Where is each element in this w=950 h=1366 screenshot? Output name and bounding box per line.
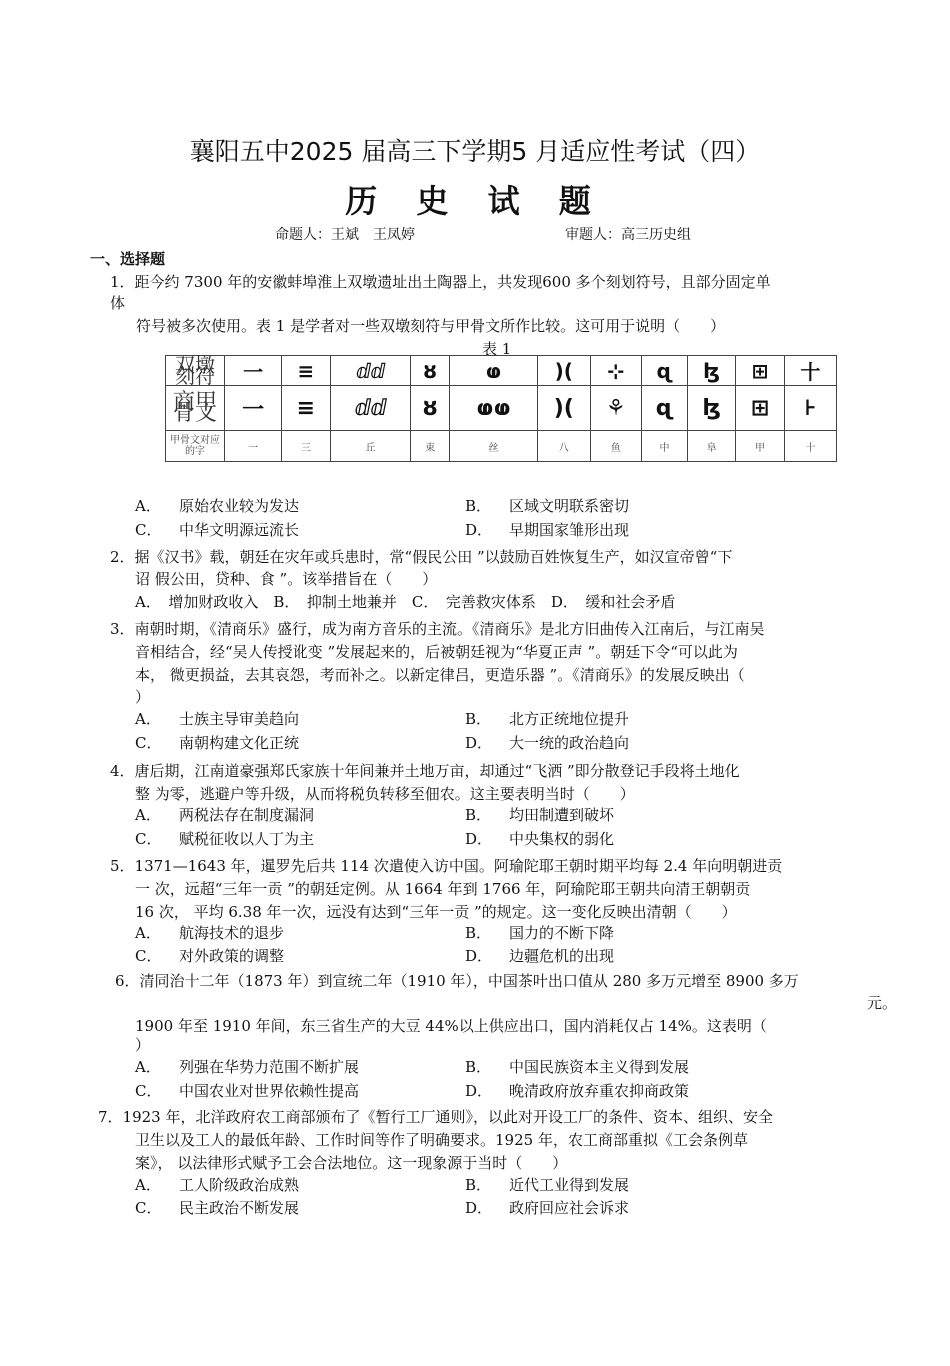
option-text: 列强在华势力范围不断扩展 bbox=[179, 1058, 360, 1076]
option-text: 近代工业得到发展 bbox=[509, 1176, 630, 1194]
shuangdun-symbol: ɮ bbox=[687, 356, 736, 386]
oracle-symbol: ɋ bbox=[642, 386, 688, 431]
option-text: 原始农业较为发达 bbox=[179, 497, 300, 515]
question-1-line-2: 体 bbox=[110, 294, 126, 312]
option-label: C． bbox=[135, 1199, 162, 1217]
corresponding-char: 束 bbox=[411, 431, 450, 462]
oracle-symbol: ⊦ bbox=[784, 386, 836, 431]
shuangdun-symbol: ⅆⅆ bbox=[330, 356, 411, 386]
option-text: 民主政治不断发展 bbox=[179, 1199, 300, 1217]
option-text: 航海技术的退步 bbox=[179, 924, 285, 942]
question-6-line-2: 元。 bbox=[867, 994, 898, 1012]
q1-option-b bbox=[465, 495, 629, 517]
option-text: 区域文明联系密切 bbox=[509, 497, 630, 515]
question-1-line-3: 符号被多次使用。表 1 是学者对一些双墩刻符与甲骨文所作比较。这可用于说明（ ） bbox=[136, 317, 726, 335]
option-label: D． bbox=[465, 734, 493, 752]
option-label: C． bbox=[135, 830, 162, 848]
shuangdun-symbol: )( bbox=[538, 356, 590, 386]
question-5-line-1: 5．1371—1643 年，暹罗先后共 114 次遣使入访中国。阿瑜陀耶王朝时期平均每 2.4 年向明朝进贡 bbox=[110, 857, 783, 875]
question-7-line-3: 案》， 以法律形式赋予工会合法地位。这一现象源于当时（ ） bbox=[135, 1154, 568, 1172]
row-header: 双墩刻符 bbox=[166, 356, 225, 386]
q1-option-a bbox=[135, 495, 299, 517]
option-label: C． bbox=[135, 1082, 162, 1100]
q7-option-b bbox=[465, 1174, 629, 1196]
shuangdun-symbol: ≡ bbox=[282, 356, 330, 386]
q6-option-a bbox=[135, 1056, 359, 1078]
corresponding-char: 中 bbox=[642, 431, 688, 462]
question-4-line-1: 4．唐后期，江南道豪强郑氏家族十年间兼并土地万亩，却通过“飞洒 ”即分散登记手段将土地化 bbox=[110, 762, 740, 780]
question-5-line-2: 一 次，远超“三年一贡 ”的朝廷定例。从 1664 年到 1766 年，阿瑜陀耶王朝共向清王朝朝贡 bbox=[135, 880, 751, 898]
q4-option-a bbox=[135, 804, 314, 826]
oracle-symbol: ɮ bbox=[687, 386, 736, 431]
q7-option-c bbox=[135, 1197, 299, 1219]
question-6-line-3: 1900 年至 1910 年间，东三省生产的大豆 44%以上供应出口，国内消耗仅占 14%。这表明（ bbox=[135, 1017, 767, 1035]
corresponding-char: 十 bbox=[784, 431, 836, 462]
option-label: B． bbox=[465, 1176, 492, 1194]
oracle-symbol: )( bbox=[538, 386, 590, 431]
table-caption: 表 1 bbox=[482, 340, 512, 358]
oracle-symbol: ⊞ bbox=[736, 386, 784, 431]
option-text: 晚清政府放弃重农抑商政策 bbox=[509, 1082, 690, 1100]
oracle-symbol: ≡ bbox=[282, 386, 330, 431]
oracle-symbol: ⚘ bbox=[590, 386, 642, 431]
q2-options: A． 增加财政收入 B． 抑制土地兼并 C． 完善救灾体系 D． 缓和社会矛盾 bbox=[135, 593, 676, 611]
q6-option-b bbox=[465, 1056, 689, 1078]
option-label: B． bbox=[465, 806, 492, 824]
shuangdun-symbol: ⊞ bbox=[736, 356, 784, 386]
question-3-line-4: ） bbox=[135, 688, 151, 706]
question-2-line-2: 诏 假公田，贷种、食 ”。该举措旨在（ ） bbox=[135, 570, 438, 588]
q4-option-c bbox=[135, 828, 314, 850]
q3-option-d bbox=[465, 732, 629, 754]
option-text: 中央集权的弱化 bbox=[509, 830, 615, 848]
option-text: 早期国家雏形出现 bbox=[509, 521, 630, 539]
option-text: 中国农业对世界依赖性提高 bbox=[179, 1082, 360, 1100]
question-7-line-2: 卫生以及工人的最低年龄、工作时间等作了明确要求。1925 年，农工商部重拟《工会条例草 bbox=[135, 1131, 748, 1149]
option-text: 赋税征收以人丁为主 bbox=[179, 830, 315, 848]
question-1-line-1: 1．距今约 7300 年的安徽蚌埠淮上双墩遗址出土陶器上，共发现600 多个刻划符号，且部分固定单 bbox=[110, 273, 771, 291]
question-6-line-1: 6．清同治十二年（1873 年）到宣统二年（1910 年），中国茶叶出口值从 280 多万元增至 8900 多万 bbox=[115, 972, 799, 990]
corresponding-char: 丘 bbox=[330, 431, 411, 462]
corresponding-char: 鱼 bbox=[590, 431, 642, 462]
option-label: C． bbox=[135, 947, 162, 965]
table-row-chars bbox=[166, 431, 837, 462]
shuangdun-symbol: 十 bbox=[784, 356, 836, 386]
oracle-symbol: ⅆⅆ bbox=[330, 386, 411, 431]
shuangdun-symbol: ⊹ bbox=[590, 356, 642, 386]
option-text: 南朝构建文化正统 bbox=[179, 734, 300, 752]
row-header: 商甲骨文 bbox=[166, 386, 225, 431]
table-row-oracle bbox=[166, 386, 837, 431]
option-label: B． bbox=[465, 497, 492, 515]
option-text: 两税法存在制度漏洞 bbox=[179, 806, 315, 824]
option-label: D． bbox=[465, 947, 493, 965]
corresponding-char: 丝 bbox=[449, 431, 537, 462]
question-3-line-1: 3．南朝时期，《清商乐》盛行，成为南方音乐的主流。《清商乐》是北方旧曲传入江南后，与江南吴 bbox=[110, 620, 765, 638]
q7-option-a bbox=[135, 1174, 299, 1196]
q1-option-d bbox=[465, 519, 629, 541]
option-label: B． bbox=[465, 710, 492, 728]
row-header: 甲骨文对应的字 bbox=[166, 431, 225, 462]
option-label: A． bbox=[135, 1176, 161, 1194]
q3-option-b bbox=[465, 708, 629, 730]
school-title: 襄阳五中2025 届高三下学期5 月适应性考试（四） bbox=[189, 137, 761, 166]
authors-label: 命题人：王斌 王凤婷 bbox=[275, 227, 415, 243]
question-2-line-1: 2．据《汉书》载，朝廷在灾年或兵患时，常“假民公田 ”以鼓励百姓恢复生产，如汉宣帝曾“下 bbox=[110, 548, 733, 566]
option-label: D． bbox=[465, 830, 493, 848]
option-label: A． bbox=[135, 497, 161, 515]
question-7-line-1: 7．1923 年，北洋政府农工商部颁布了《暂行工厂通则》，以此对开设工厂的条件、资本、组织、安全 bbox=[98, 1108, 773, 1126]
option-text: 边疆危机的出现 bbox=[509, 947, 615, 965]
oracle-symbol: ȣ bbox=[411, 386, 450, 431]
table-row-shuangdun bbox=[166, 356, 837, 386]
option-label: A． bbox=[135, 924, 161, 942]
question-6-line-4: ） bbox=[135, 1036, 151, 1054]
option-text: 对外政策的调整 bbox=[179, 947, 285, 965]
option-text: 北方正统地位提升 bbox=[509, 710, 630, 728]
option-label: C． bbox=[135, 521, 162, 539]
option-label: B． bbox=[465, 1058, 492, 1076]
option-text: 国力的不断下降 bbox=[509, 924, 615, 942]
corresponding-char: 甲 bbox=[736, 431, 784, 462]
option-text: 士族主导审美趋向 bbox=[179, 710, 300, 728]
q6-option-c bbox=[135, 1080, 359, 1102]
option-text: 均田制遭到破坏 bbox=[509, 806, 615, 824]
option-text: 政府回应社会诉求 bbox=[509, 1199, 630, 1217]
q4-option-b bbox=[465, 804, 614, 826]
section-title: 一、选择题 bbox=[90, 250, 166, 268]
q5-option-a bbox=[135, 922, 284, 944]
corresponding-char: 三 bbox=[282, 431, 330, 462]
option-label: A． bbox=[135, 806, 161, 824]
q1-option-c bbox=[135, 519, 299, 541]
option-text: 中华文明源远流长 bbox=[179, 521, 300, 539]
oracle-comparison-table bbox=[165, 352, 837, 462]
option-text: 中国民族资本主义得到发展 bbox=[509, 1058, 690, 1076]
option-label: A． bbox=[135, 1058, 161, 1076]
question-3-line-3: 本， 微更损益，去其哀怨，考而补之。以新定律吕，更造乐器 ”。《清商乐》的发展反映出（ bbox=[135, 666, 745, 684]
question-5-line-3: 16 次， 平均 6.38 年一次，远没有达到“三年一贡 ”的规定。这一变化反映出清朝（ ） bbox=[135, 903, 737, 921]
option-label: A． bbox=[135, 710, 161, 728]
q5-option-b bbox=[465, 922, 614, 944]
option-label: C． bbox=[135, 734, 162, 752]
option-label: D． bbox=[465, 521, 493, 539]
shuangdun-symbol: 一 bbox=[225, 356, 282, 386]
q4-option-d bbox=[465, 828, 614, 850]
corresponding-char: 一 bbox=[225, 431, 282, 462]
q5-option-d bbox=[465, 945, 614, 967]
shuangdun-symbol: ȣ bbox=[411, 356, 450, 386]
q5-option-c bbox=[135, 945, 284, 967]
shuangdun-symbol: ɋ bbox=[642, 356, 688, 386]
q3-option-a bbox=[135, 708, 299, 730]
shuangdun-symbol: ⱷ bbox=[449, 356, 537, 386]
option-label: D． bbox=[465, 1082, 493, 1100]
reviewer-label: 审题人：高三历史组 bbox=[565, 227, 691, 243]
q6-option-d bbox=[465, 1080, 689, 1102]
option-text: 大一统的政治趋向 bbox=[509, 734, 630, 752]
q7-option-d bbox=[465, 1197, 629, 1219]
q3-option-c bbox=[135, 732, 299, 754]
oracle-symbol: ⱷⱷ bbox=[449, 386, 537, 431]
option-text: 工人阶级政治成熟 bbox=[179, 1176, 300, 1194]
option-label: B． bbox=[465, 924, 492, 942]
option-label: D． bbox=[465, 1199, 493, 1217]
oracle-symbol: 一 bbox=[225, 386, 282, 431]
subject-title: 历 史 试 题 bbox=[345, 182, 605, 220]
corresponding-char: 八 bbox=[538, 431, 590, 462]
question-4-line-2: 整 为零，逃避户等升级，从而将税负转移至佃农。这主要表明当时（ ） bbox=[135, 785, 635, 803]
question-3-line-2: 音相结合，经“吴人传授讹变 ”发展起来的，后被朝廷视为“华夏正声 ”。朝廷下令“可以此为 bbox=[135, 643, 738, 661]
corresponding-char: 阜 bbox=[687, 431, 736, 462]
